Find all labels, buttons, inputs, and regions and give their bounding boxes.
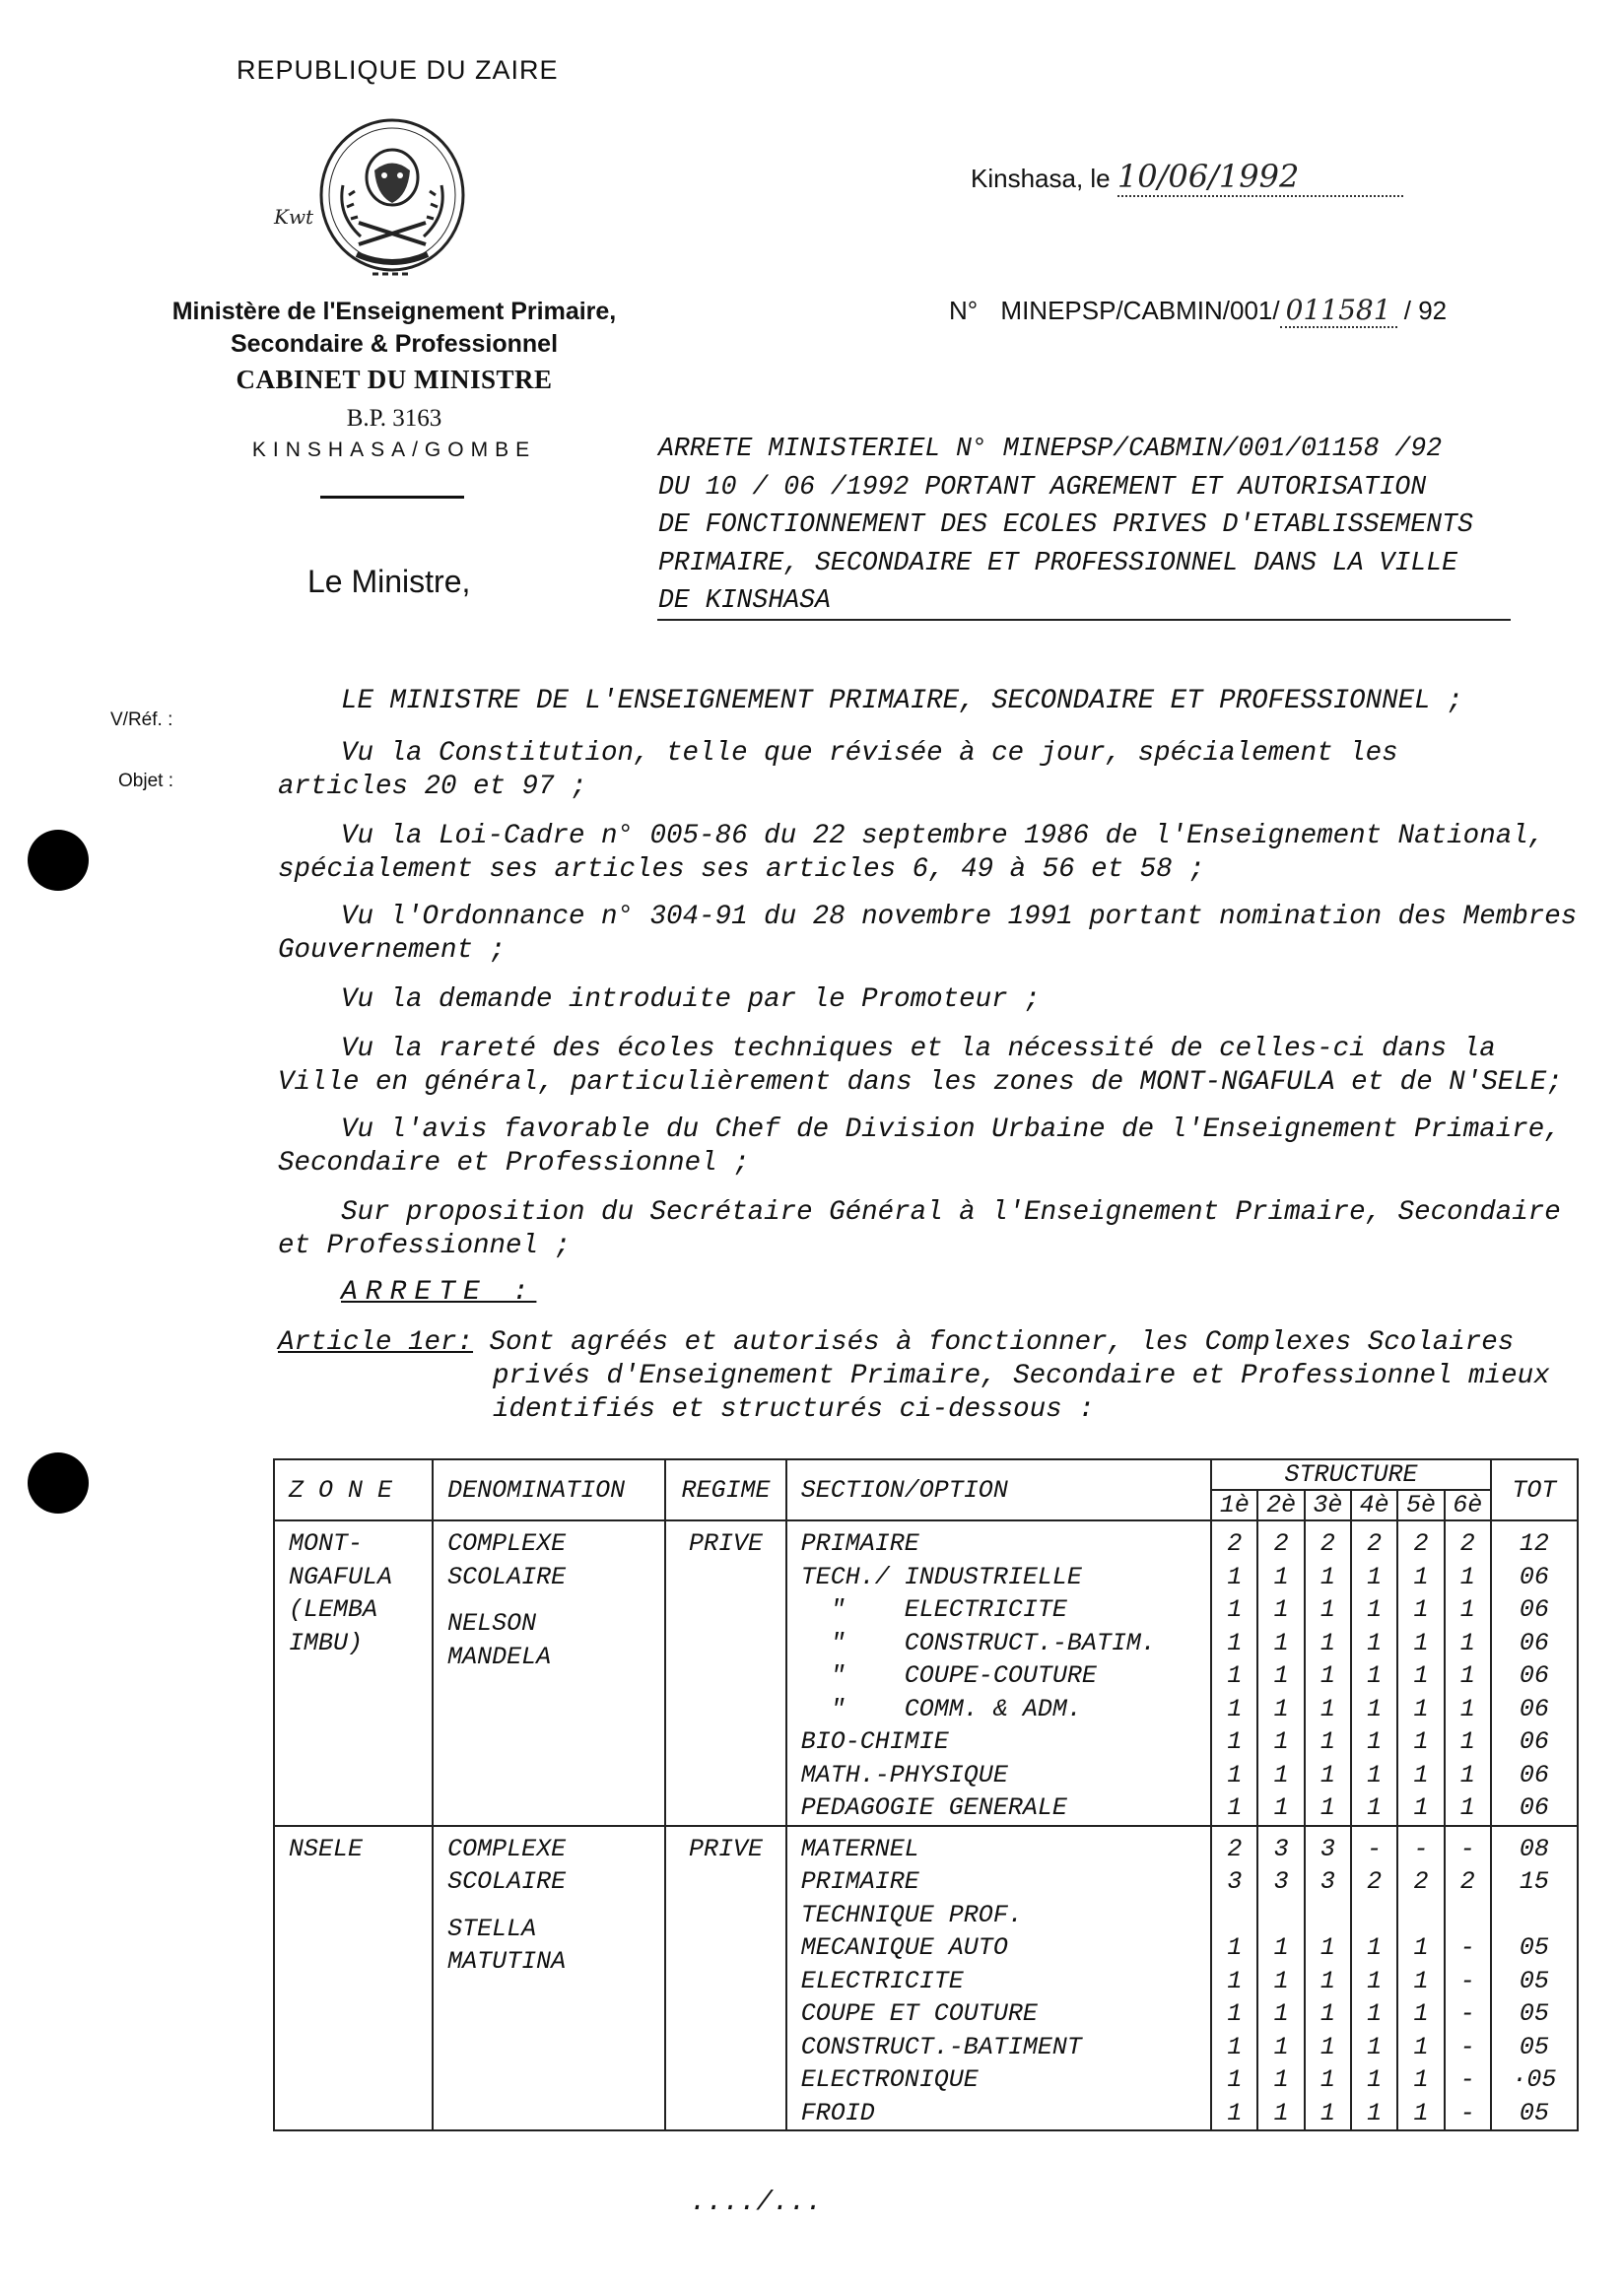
grade-cell: - bbox=[1445, 1997, 1491, 2031]
grade-cell: 1 bbox=[1257, 1659, 1304, 1693]
grade-cell: 1 bbox=[1305, 1791, 1351, 1826]
grade-cell: 1 bbox=[1305, 2063, 1351, 2097]
schools-table bbox=[273, 1458, 1579, 2131]
total-cell bbox=[1491, 1899, 1578, 1932]
grade-cell: - bbox=[1445, 1965, 1491, 1998]
grade-cell: 1 bbox=[1257, 1627, 1304, 1660]
grade-cell bbox=[1257, 1899, 1304, 1932]
header-grade: 6è bbox=[1445, 1490, 1491, 1520]
grade-cell: - bbox=[1445, 1931, 1491, 1965]
grade-cell: 2 bbox=[1305, 1520, 1351, 1561]
title-underline bbox=[657, 619, 1511, 621]
grade-cell: 1 bbox=[1257, 1593, 1304, 1627]
section-cell: BIO-CHIMIE bbox=[786, 1725, 1211, 1759]
grade-cell: 2 bbox=[1351, 1520, 1397, 1561]
grade-cell: 1 bbox=[1351, 1627, 1397, 1660]
total-cell: 05 bbox=[1491, 2031, 1578, 2064]
title-line: ARRETE MINISTERIEL N° MINEPSP/CABMIN/001/01158 /92 bbox=[658, 434, 1443, 463]
grade-cell: 1 bbox=[1257, 1725, 1304, 1759]
total-cell: 06 bbox=[1491, 1593, 1578, 1627]
grade-cell: 1 bbox=[1211, 1931, 1257, 1965]
grade-cell: 1 bbox=[1257, 2063, 1304, 2097]
grade-cell bbox=[1211, 1899, 1257, 1932]
objet-label: Objet : bbox=[118, 771, 173, 791]
grade-cell: 1 bbox=[1397, 1791, 1444, 1826]
section-cell: " CONSTRUCT.-BATIM. bbox=[786, 1627, 1211, 1660]
section-cell: TECHNIQUE PROF. bbox=[786, 1899, 1211, 1932]
denomination-line: NELSON bbox=[447, 1609, 537, 1638]
ministry-block bbox=[118, 298, 670, 462]
grade-cell: 1 bbox=[1397, 1693, 1444, 1726]
grade-cell: 3 bbox=[1257, 1865, 1304, 1899]
vref-label: V/Réf. : bbox=[110, 709, 173, 730]
school-group-nsele bbox=[274, 1826, 1578, 2131]
total-cell: 06 bbox=[1491, 1659, 1578, 1693]
total-cell: 05 bbox=[1491, 2097, 1578, 2131]
denomination-line: COMPLEXE bbox=[447, 1834, 567, 1863]
grade-cell: 3 bbox=[1257, 1826, 1304, 1866]
title-line: DE FONCTIONNEMENT DES ECOLES PRIVES D'ETABLISSEMENTS bbox=[658, 509, 1473, 539]
total-cell: 06 bbox=[1491, 1759, 1578, 1792]
grade-cell: 1 bbox=[1305, 1725, 1351, 1759]
grade-cell: 1 bbox=[1257, 1965, 1304, 1998]
arrete-word: ARRETE : bbox=[341, 1277, 537, 1308]
total-cell: ·05 bbox=[1491, 2063, 1578, 2097]
consideration: Vu l'avis favorable du Chef de Division Urbaine de l'Enseignement Primaire, Secondaire et Professionnel ; bbox=[278, 1114, 1561, 1179]
grade-cell: 1 bbox=[1397, 1759, 1444, 1792]
grade-cell: 1 bbox=[1397, 1627, 1444, 1660]
grade-cell: 1 bbox=[1445, 1725, 1491, 1759]
denomination-line: MATUTINA bbox=[447, 1947, 567, 1976]
grade-cell: 1 bbox=[1211, 1693, 1257, 1726]
grade-cell: 1 bbox=[1257, 1693, 1304, 1726]
grade-cell: 1 bbox=[1211, 1997, 1257, 2031]
grade-cell: 2 bbox=[1211, 1520, 1257, 1561]
grade-cell: 1 bbox=[1351, 2063, 1397, 2097]
grade-cell: 1 bbox=[1305, 1931, 1351, 1965]
grade-cell: 2 bbox=[1257, 1520, 1304, 1561]
grade-cell: 1 bbox=[1445, 1627, 1491, 1660]
zone-line: MONT- bbox=[289, 1529, 364, 1558]
grade-cell: - bbox=[1445, 2097, 1491, 2131]
city-line: KINSHASA/GOMBE bbox=[251, 439, 537, 461]
country-heading: REPUBLIQUE DU ZAIRE bbox=[237, 55, 559, 85]
denomination-line bbox=[447, 1899, 664, 1913]
grade-cell bbox=[1397, 1899, 1444, 1932]
grade-cell: 1 bbox=[1211, 2063, 1257, 2097]
title-line: DU 10 / 06 /1992 PORTANT AGREMENT ET AUTORISATION bbox=[658, 471, 1427, 502]
punch-hole bbox=[28, 830, 89, 891]
grade-cell: 1 bbox=[1211, 1965, 1257, 1998]
national-seal-icon bbox=[313, 116, 471, 284]
grade-cell: - bbox=[1351, 1826, 1397, 1866]
zone-line: (LEMBA bbox=[289, 1595, 378, 1624]
total-cell: 06 bbox=[1491, 1725, 1578, 1759]
grade-cell: 1 bbox=[1397, 1659, 1444, 1693]
section-cell: TECH./ INDUSTRIELLE bbox=[786, 1561, 1211, 1594]
grade-cell: 1 bbox=[1445, 1759, 1491, 1792]
denomination-line bbox=[447, 1593, 664, 1607]
dateline bbox=[971, 158, 1403, 197]
title-line: DE KINSHASA bbox=[658, 585, 831, 615]
zone-line: NSELE bbox=[289, 1834, 364, 1863]
grade-cell: 1 bbox=[1257, 1759, 1304, 1792]
header-tot: TOT bbox=[1491, 1459, 1578, 1520]
grade-cell: 1 bbox=[1351, 2031, 1397, 2064]
punch-hole bbox=[28, 1452, 89, 1514]
table-row bbox=[274, 1520, 1578, 1561]
zone-line: IMBU) bbox=[289, 1628, 364, 1657]
grade-cell: 1 bbox=[1397, 1965, 1444, 1998]
grade-cell: 3 bbox=[1211, 1865, 1257, 1899]
total-cell: 06 bbox=[1491, 1693, 1578, 1726]
grade-cell: 2 bbox=[1397, 1865, 1444, 1899]
total-cell: 05 bbox=[1491, 1931, 1578, 1965]
section-cell: MECANIQUE AUTO bbox=[786, 1931, 1211, 1965]
grade-cell: 1 bbox=[1305, 2031, 1351, 2064]
grade-cell: 1 bbox=[1397, 2097, 1444, 2131]
grade-cell: 1 bbox=[1305, 1659, 1351, 1693]
handwritten-number: 011581 bbox=[1280, 294, 1397, 328]
article-label: Article 1er: bbox=[278, 1327, 474, 1358]
denomination-cell bbox=[433, 1520, 665, 1826]
header-regime: REGIME bbox=[665, 1459, 786, 1520]
section-cell: COUPE ET COUTURE bbox=[786, 1997, 1211, 2031]
grade-cell: 1 bbox=[1305, 1561, 1351, 1594]
section-cell: " COMM. & ADM. bbox=[786, 1693, 1211, 1726]
handwritten-date: 10/06/1992 bbox=[1117, 158, 1403, 197]
consideration: Vu la Constitution, telle que révisée à ce jour, spécialement les articles 20 et 97 ; bbox=[278, 738, 1398, 802]
grade-cell: 3 bbox=[1305, 1865, 1351, 1899]
section-cell: " ELECTRICITE bbox=[786, 1593, 1211, 1627]
grade-cell: 1 bbox=[1397, 1997, 1444, 2031]
zone-line: NGAFULA bbox=[289, 1562, 393, 1591]
grade-cell: 2 bbox=[1211, 1826, 1257, 1866]
grade-cell: 1 bbox=[1257, 1561, 1304, 1594]
grade-cell: 1 bbox=[1211, 2031, 1257, 2064]
section-cell: " COUPE-COUTURE bbox=[786, 1659, 1211, 1693]
consideration: Vu la demande introduite par le Promoteur ; bbox=[341, 984, 1041, 1015]
grade-cell: 1 bbox=[1211, 1659, 1257, 1693]
continued-marker: ..../... bbox=[690, 2188, 823, 2218]
ministry-line-1: Ministère de l'Enseignement Primaire, bbox=[171, 298, 617, 325]
grade-cell: 1 bbox=[1257, 1791, 1304, 1826]
section-cell: MATH.-PHYSIQUE bbox=[786, 1759, 1211, 1792]
grade-cell: 1 bbox=[1351, 1931, 1397, 1965]
grade-cell: 1 bbox=[1397, 1561, 1444, 1594]
consideration: Sur proposition du Secrétaire Général à l'Enseignement Primaire, Secondaire et Professionnel ; bbox=[278, 1197, 1561, 1261]
seal-signature: Kwt bbox=[274, 205, 314, 229]
header-structure: STRUCTURE bbox=[1211, 1459, 1491, 1490]
total-cell: 06 bbox=[1491, 1561, 1578, 1594]
grade-cell: 1 bbox=[1305, 1759, 1351, 1792]
letterhead-underline bbox=[320, 496, 464, 499]
grade-cell: 1 bbox=[1351, 1791, 1397, 1826]
grade-cell bbox=[1351, 1899, 1397, 1932]
grade-cell: 1 bbox=[1211, 1791, 1257, 1826]
title-line: PRIMAIRE, SECONDAIRE ET PROFESSIONNEL DANS LA VILLE bbox=[658, 547, 1458, 577]
grade-cell: 2 bbox=[1445, 1865, 1491, 1899]
grade-cell: 1 bbox=[1211, 1759, 1257, 1792]
header-grade: 4è bbox=[1351, 1490, 1397, 1520]
grade-cell: 1 bbox=[1305, 1997, 1351, 2031]
section-cell: PRIMAIRE bbox=[786, 1865, 1211, 1899]
zone-cell bbox=[274, 1520, 433, 1826]
grade-cell: 1 bbox=[1445, 1791, 1491, 1826]
date-prefix: Kinshasa, le bbox=[971, 164, 1111, 193]
grade-cell: 3 bbox=[1305, 1826, 1351, 1866]
table-row bbox=[274, 1826, 1578, 1866]
consideration: Vu la rareté des écoles techniques et la nécessité de celles-ci dans la Ville en général, particulièrement dans les zones de MONT-NGAFULA et de N'SELE; bbox=[278, 1034, 1563, 1098]
consideration: Vu la Loi-Cadre n° 005-86 du 22 septembre 1986 de l'Enseignement National, spécialement ses articles ses articles 6, 49 à 56 et 58 ; bbox=[278, 821, 1545, 885]
grade-cell: 1 bbox=[1351, 1561, 1397, 1594]
ministry-line-2: Secondaire & Professionnel bbox=[230, 330, 559, 358]
grade-cell: 2 bbox=[1445, 1520, 1491, 1561]
grade-cell: - bbox=[1445, 2031, 1491, 2064]
grade-cell bbox=[1305, 1899, 1351, 1932]
grade-cell: 1 bbox=[1397, 2031, 1444, 2064]
grade-cell: 1 bbox=[1351, 1659, 1397, 1693]
grade-cell: - bbox=[1397, 1826, 1444, 1866]
grade-cell: 1 bbox=[1397, 1593, 1444, 1627]
grade-cell: 1 bbox=[1211, 1627, 1257, 1660]
grade-cell: 1 bbox=[1351, 1693, 1397, 1726]
grade-cell: 1 bbox=[1445, 1561, 1491, 1594]
reference-code: MINEPSP/CABMIN/001/ bbox=[1000, 296, 1280, 325]
header-grade: 2è bbox=[1257, 1490, 1304, 1520]
arrete-title bbox=[658, 430, 1525, 620]
grade-cell: 1 bbox=[1351, 1759, 1397, 1792]
minister-line: Le Ministre, bbox=[307, 564, 471, 599]
grade-cell: 1 bbox=[1351, 1593, 1397, 1627]
header-zone: Z O N E bbox=[274, 1459, 433, 1520]
denomination-line: COMPLEXE bbox=[447, 1529, 567, 1558]
section-cell: ELECTRONIQUE bbox=[786, 2063, 1211, 2097]
section-cell: PRIMAIRE bbox=[786, 1520, 1211, 1561]
header-grade: 5è bbox=[1397, 1490, 1444, 1520]
grade-cell: 1 bbox=[1397, 1931, 1444, 1965]
section-cell: FROID bbox=[786, 2097, 1211, 2131]
reference-number bbox=[949, 294, 1447, 328]
grade-cell: 1 bbox=[1305, 1627, 1351, 1660]
reference-prefix: N° bbox=[949, 296, 979, 325]
grade-cell: 1 bbox=[1397, 1725, 1444, 1759]
denomination-line: SCOLAIRE bbox=[447, 1562, 567, 1591]
grade-cell: 1 bbox=[1257, 1997, 1304, 2031]
grade-cell: 1 bbox=[1257, 2031, 1304, 2064]
grade-cell: 1 bbox=[1445, 1659, 1491, 1693]
total-cell: 06 bbox=[1491, 1791, 1578, 1826]
grade-cell: 2 bbox=[1397, 1520, 1444, 1561]
reference-suffix: / 92 bbox=[1403, 296, 1448, 325]
section-cell: MATERNEL bbox=[786, 1826, 1211, 1866]
grade-cell: 1 bbox=[1211, 1593, 1257, 1627]
grade-cell: 1 bbox=[1211, 1561, 1257, 1594]
grade-cell: 1 bbox=[1211, 1725, 1257, 1759]
grade-cell: 1 bbox=[1305, 2097, 1351, 2131]
grade-cell: - bbox=[1445, 1826, 1491, 1866]
grade-cell: - bbox=[1445, 2063, 1491, 2097]
grade-cell: 1 bbox=[1257, 2097, 1304, 2131]
grade-cell: 2 bbox=[1351, 1865, 1397, 1899]
total-cell: 05 bbox=[1491, 1965, 1578, 1998]
grade-cell: 1 bbox=[1445, 1593, 1491, 1627]
denomination-line: STELLA bbox=[447, 1914, 537, 1943]
total-cell: 05 bbox=[1491, 1997, 1578, 2031]
article-1: Article 1er: Sont agréés et autorisés à fonctionner, les Complexes Scolaires privés d'Enseignement Primaire, Secondaire et Professionnel mieux identifiés et structurés ci-dessous : bbox=[278, 1327, 1550, 1425]
grade-cell: 1 bbox=[1305, 1965, 1351, 1998]
header-denomination: DENOMINATION bbox=[433, 1459, 665, 1520]
total-cell: 06 bbox=[1491, 1627, 1578, 1660]
regime-cell: PRIVE bbox=[665, 1520, 786, 1826]
denomination-line: SCOLAIRE bbox=[447, 1867, 567, 1896]
total-cell: 15 bbox=[1491, 1865, 1578, 1899]
header-grade: 1è bbox=[1211, 1490, 1257, 1520]
section-cell: PEDAGOGIE GENERALE bbox=[786, 1791, 1211, 1826]
denomination-line: MANDELA bbox=[447, 1642, 552, 1671]
header-section: SECTION/OPTION bbox=[786, 1459, 1211, 1520]
grade-cell: 1 bbox=[1397, 2063, 1444, 2097]
regime-cell: PRIVE bbox=[665, 1826, 786, 2131]
grade-cell: 1 bbox=[1351, 1725, 1397, 1759]
grade-cell: 1 bbox=[1257, 1931, 1304, 1965]
decree-heading: LE MINISTRE DE L'ENSEIGNEMENT PRIMAIRE, SECONDAIRE ET PROFESSIONNEL ; bbox=[341, 686, 1463, 716]
grade-cell: 1 bbox=[1351, 1997, 1397, 2031]
grade-cell: 1 bbox=[1305, 1593, 1351, 1627]
grade-cell: 1 bbox=[1305, 1693, 1351, 1726]
zone-cell bbox=[274, 1826, 433, 2131]
total-cell: 12 bbox=[1491, 1520, 1578, 1561]
grade-cell: 1 bbox=[1211, 2097, 1257, 2131]
grade-cell bbox=[1445, 1899, 1491, 1932]
cabinet-name: CABINET DU MINISTRE bbox=[236, 365, 553, 394]
grade-cell: 1 bbox=[1445, 1693, 1491, 1726]
denomination-cell bbox=[433, 1826, 665, 2131]
school-group-mont-ngafula bbox=[274, 1520, 1578, 1826]
total-cell: 08 bbox=[1491, 1826, 1578, 1866]
grade-cell: 1 bbox=[1351, 2097, 1397, 2131]
header-grade: 3è bbox=[1305, 1490, 1351, 1520]
section-cell: CONSTRUCT.-BATIMENT bbox=[786, 2031, 1211, 2064]
grade-cell: 1 bbox=[1351, 1965, 1397, 1998]
consideration: Vu l'Ordonnance n° 304-91 du 28 novembre 1991 portant nomination des Membres Gouvernement ; bbox=[278, 902, 1578, 966]
section-cell: ELECTRICITE bbox=[786, 1965, 1211, 1998]
po-box: B.P. 3163 bbox=[346, 405, 442, 432]
